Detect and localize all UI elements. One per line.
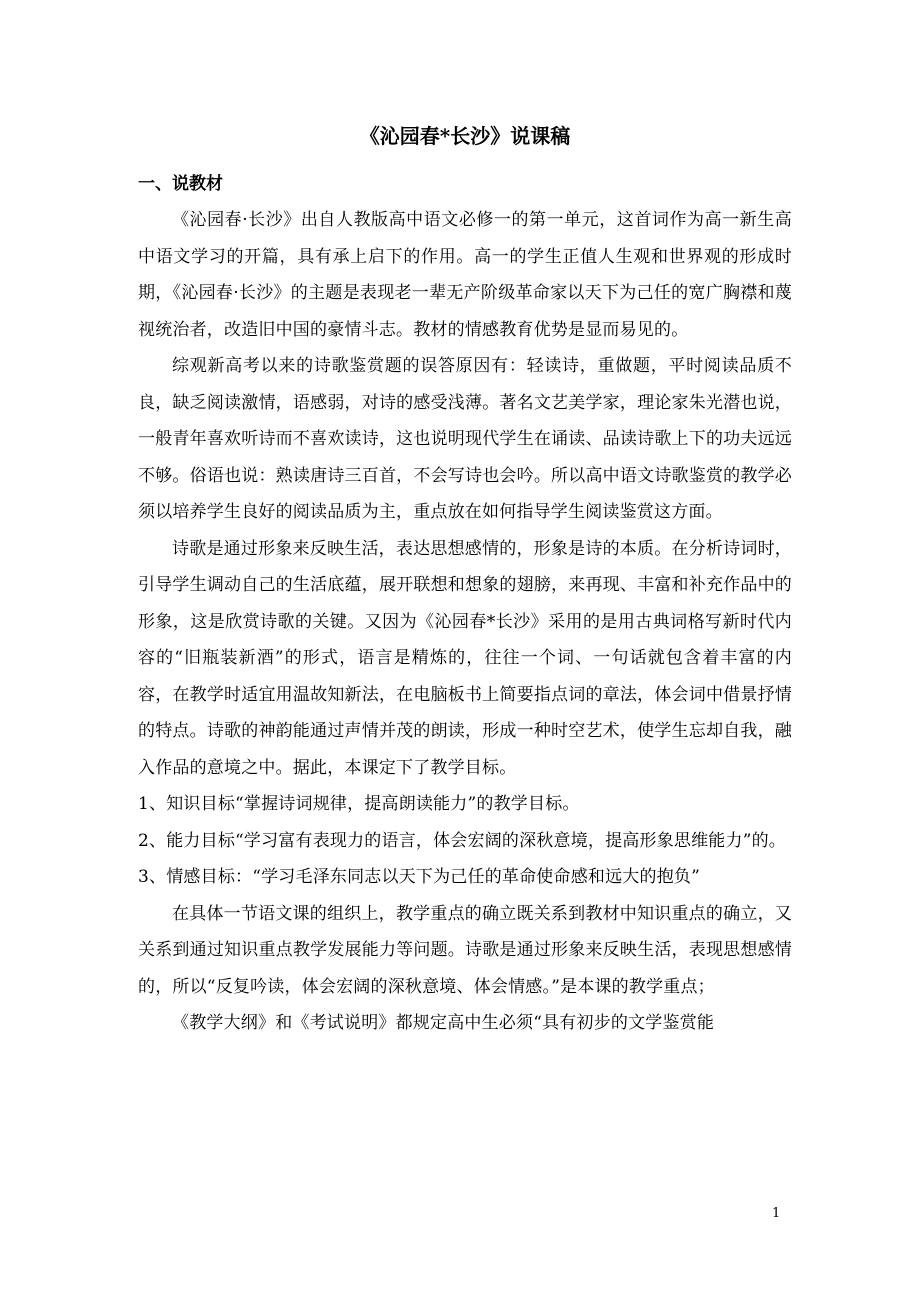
- document-title: 《沁园春*长沙》说课稿: [359, 124, 571, 148]
- paragraph-syllabus: 《教学大纲》和《考试说明》都规定高中生必须“具有初步的文学鉴赏能: [172, 1013, 715, 1033]
- section-heading-textbook: 一、说教材: [138, 174, 223, 194]
- paragraph-textbook-intro: 《沁园春·长沙》出自人教版高中语文必修一的第一单元，这首词作为高一新生高中语文学习的开篇，具有承上启下的作用。高一的学生正值人生观和世界观的形成时期，《沁园春·长沙》的主题是表现老一辈无产阶级革命家以天下为己任的宽广胸襟和蔑视统治者，改造旧中国的豪情斗志。教材的情感教育优势是显而易见的。: [138, 210, 792, 340]
- paragraph-teaching-focus: 在具体一节语文课的组织上，教学重点的确立既关系到教材中知识重点的确立，又关系到通过知识重点教学发展能力等问题。诗歌是通过形象来反映生活，表现思想感情的，所以“反复吟读，体会宏阔的深秋意境、体会情感。”是本课的教学重点；: [138, 903, 792, 997]
- paragraph-poetry-image: 诗歌是通过形象来反映生活，表达思想感情的，形象是诗的本质。在分析诗词时，引导学生调动自己的生活底蕴，展开联想和想象的翅膀，来再现、丰富和补充作品中的形象，这是欣赏诗歌的关键。又因为《沁园春*长沙》采用的是用古典词格写新时代内容的“旧瓶装新酒”的形式，语言是精炼的，往往一个词、一句话就包含着丰富的内容，在教学时适宜用温故知新法，在电脑板书上简要指点词的章法，体会词中借景抒情的特点。诗歌的神韵能通过声情并茂的朗读，形成一种时空艺术，使学生忘却自我，融入作品的意境之中。据此，本课定下了教学目标。: [138, 538, 792, 778]
- goal-ability: 2、能力目标“学习富有表现力的语言，体会宏阔的深秋意境，提高形象思维能力”的。: [138, 830, 786, 851]
- document-body: [138, 120, 792, 1042]
- page-number: 1: [772, 1206, 781, 1221]
- paragraph-exam-analysis: 综观新高考以来的诗歌鉴赏题的误答原因有：轻读诗，重做题，平时阅读品质不良，缺乏阅读激情，语感弱，对诗的感受浅薄。著名文艺美学家，理论家朱光潜也说，一般青年喜欢听诗而不喜欢读诗，这也说明现代学生在诵读、品读诗歌上下的功夫远远不够。俗语也说：熟读唐诗三百首，不会写诗也会吟。所以高中语文诗歌鉴赏的教学必须以培养学生良好的阅读品质为主，重点放在如何指导学生阅读鉴赏这方面。: [138, 356, 792, 522]
- goal-knowledge: 1、知识目标“掌握诗词规律，提高朗读能力”的教学目标。: [138, 794, 580, 814]
- goal-emotion: 3、情感目标：“学习毛泽东同志以天下为己任的革命使命感和远大的抱负”: [138, 867, 700, 887]
